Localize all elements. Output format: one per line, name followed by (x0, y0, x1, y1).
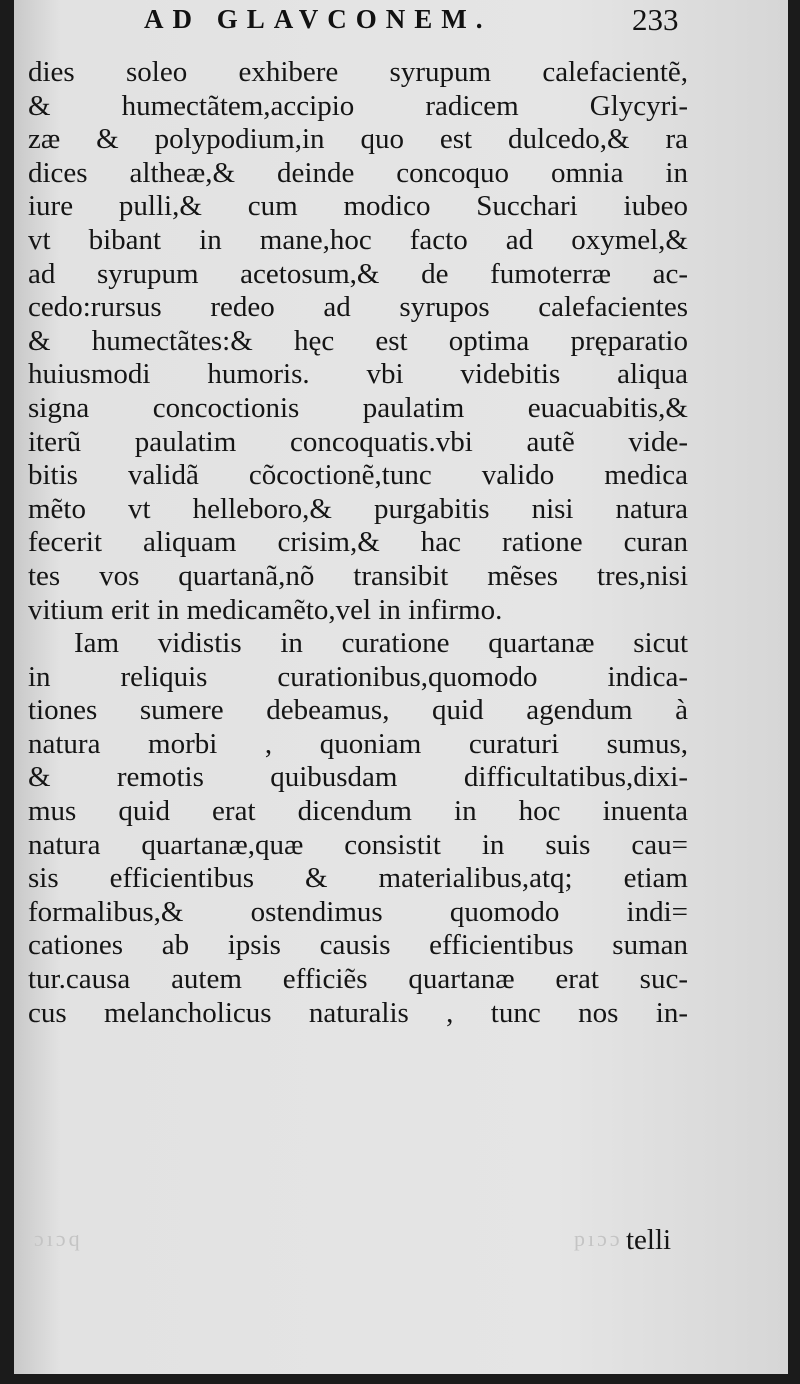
paragraph-end-line: vitium erit in medicamẽto,vel in infirmo. (28, 593, 503, 626)
catchword: telli (626, 1224, 672, 1256)
text-line: iterũ paulatim concoquatis.vbi autẽ vide- (28, 425, 688, 458)
text-line: vt bibant in mane,hoc facto ad oxymel,& (28, 223, 688, 256)
text-line: ad syrupum acetosum,& de fumoterræ ac- (28, 257, 688, 290)
text-line: cus melancholicus naturalis , tunc nos in- (28, 996, 688, 1029)
text-line: iure pulli,& cum modico Succhari iubeo (28, 190, 688, 223)
text-line: cedo:rursus redeo ad syrupos calefacientes (28, 291, 688, 324)
text-line: in reliquis curationibus,quomodo indica- (28, 660, 688, 693)
book-page (14, 0, 788, 1374)
text-line: & remotis quibusdam difficultatibus,dixi- (28, 761, 688, 794)
text-line: huiusmodi humoris. vbi videbitis aliqua (28, 358, 688, 391)
text-line: tes vos quartanã,nõ transibit mẽses tres,nisi (28, 559, 688, 592)
paragraph-start-line: Iam vidistis in curatione quartanæ sicut (74, 627, 688, 660)
text-line: mus quid erat dicendum in hoc inuenta (28, 795, 688, 828)
text-line: & humectãtem,accipio radicem Glycyri- (28, 89, 688, 122)
text-line: tiones sumere debeamus, quid agendum à (28, 694, 688, 727)
bleed-through-text: ɔıɔq (34, 1226, 83, 1251)
page-number: 233 (632, 2, 679, 37)
running-head: AD GLAVCONEM. (144, 4, 492, 34)
text-line: cationes ab ipsis causis efficientibus suman (28, 929, 688, 962)
bleed-through-text: pıɔɔ (574, 1226, 623, 1251)
text-line: dices altheæ,& deinde concoquo omnia in (28, 156, 688, 189)
text-line: mẽto vt helleboro,& purgabitis nisi natura (28, 492, 688, 525)
body-text (28, 56, 688, 1030)
text-line: sis efficientibus & materialibus,atq; etiam (28, 862, 688, 895)
text-line: formalibus,& ostendimus quomodo indi= (28, 895, 688, 928)
text-line: signa concoctionis paulatim euacuabitis,& (28, 391, 688, 424)
text-line: bitis validã cõcoctionẽ,tunc valido medica (28, 459, 688, 492)
text-line: fecerit aliquam crisim,& hac ratione curan (28, 526, 688, 559)
text-line: natura morbi , quoniam curaturi sumus, (28, 727, 688, 760)
text-line: tur.causa autem efficiẽs quartanæ erat suc- (28, 963, 688, 996)
text-line: natura quartanæ,quæ consistit in suis cau= (28, 828, 688, 861)
text-line: & humectãtes:& hęc est optima pręparatio (28, 324, 688, 357)
text-line: zæ & polypodium,in quo est dulcedo,& ra (28, 123, 688, 156)
text-line: dies soleo exhibere syrupum calefacientẽ, (28, 56, 688, 88)
